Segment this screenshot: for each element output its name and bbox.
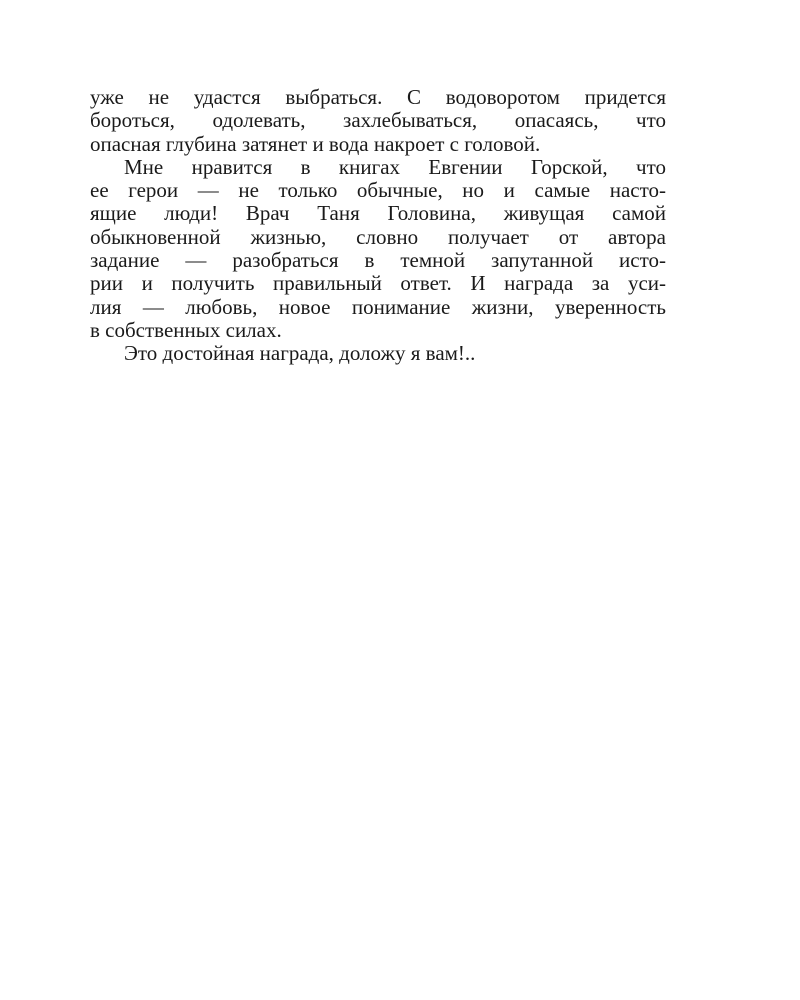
page-body <box>90 86 666 366</box>
text-line: задание — разобраться в темной запутанной исто- <box>90 248 666 273</box>
text-line: ее герои — не только обычные, но и самые насто- <box>90 178 666 203</box>
text-line: лия — любовь, новое понимание жизни, уверенность <box>90 294 666 319</box>
text-line: рии и получить правильный ответ. И награда за уси- <box>90 271 666 296</box>
text-line: ящие люди! Врач Таня Головина, живущая самой <box>90 201 666 226</box>
text-line: уже не удастся выбраться. С водоворотом придется <box>90 85 666 109</box>
text-line: опасная глубина затянет и вода накроет с головой. <box>90 131 541 156</box>
text-line: бороться, одолевать, захлебываться, опасаясь, что <box>90 108 666 133</box>
text-line: обыкновенной жизнью, словно получает от автора <box>90 224 666 249</box>
text-line: Мне нравится в книгах Евгении Горской, что <box>124 154 666 179</box>
text-line: в собственных силах. <box>90 317 282 342</box>
text-line: Это достойная награда, доложу я вам!.. <box>124 341 476 366</box>
